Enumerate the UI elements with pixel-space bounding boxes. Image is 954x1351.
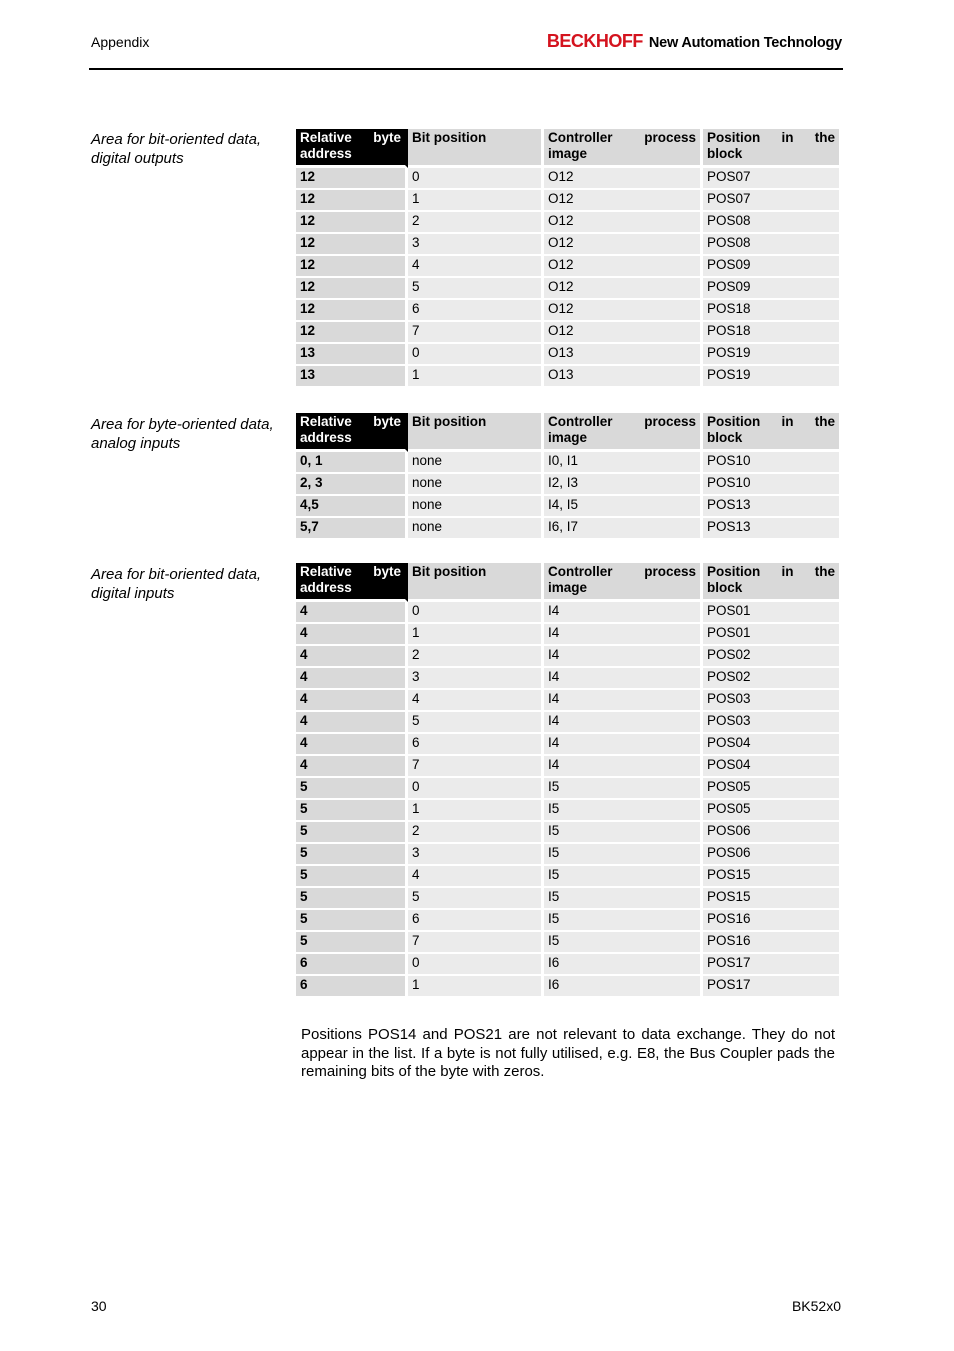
cell-byte-address: 4	[296, 646, 408, 668]
table-row	[296, 668, 839, 690]
cell-process-image: I4	[544, 756, 703, 778]
cell-byte-address: 12	[296, 234, 408, 256]
cell-byte-address: 5	[296, 910, 408, 932]
cell-block-position: POS05	[703, 800, 839, 822]
header-position-in-block	[703, 413, 839, 452]
header-bit-position: Bit position	[408, 563, 544, 602]
cell-byte-address: 12	[296, 278, 408, 300]
cell-bit-position: 1	[408, 624, 544, 646]
cell-process-image: I0, I1	[544, 452, 703, 474]
header-controller-process-image	[544, 413, 703, 452]
cell-block-position: POS18	[703, 322, 839, 344]
header-position-in-block	[703, 563, 839, 602]
cell-process-image: I5	[544, 822, 703, 844]
header-word: address	[300, 430, 352, 445]
cell-block-position: POS03	[703, 712, 839, 734]
header-word: byte	[373, 130, 401, 145]
header-word: byte	[373, 414, 401, 429]
cell-process-image: O12	[544, 278, 703, 300]
brand-tagline: New Automation Technology	[648, 35, 842, 51]
header-word: the	[814, 564, 835, 579]
cell-process-image: I4, I5	[544, 496, 703, 518]
cell-byte-address: 6	[296, 954, 408, 976]
cell-byte-address: 13	[296, 344, 408, 366]
cell-bit-position: 3	[408, 844, 544, 866]
cell-bit-position: 6	[408, 300, 544, 322]
cell-bit-position: 0	[408, 344, 544, 366]
cell-byte-address: 4	[296, 756, 408, 778]
table-row	[296, 712, 839, 734]
cell-block-position: POS01	[703, 624, 839, 646]
cell-process-image: I5	[544, 866, 703, 888]
table-analog-inputs	[296, 413, 839, 540]
cell-bit-position: 1	[408, 366, 544, 388]
cell-bit-position: 0	[408, 954, 544, 976]
cell-process-image: O13	[544, 366, 703, 388]
header-word: Relative	[300, 564, 352, 579]
cell-byte-address: 4	[296, 602, 408, 624]
cell-byte-address: 6	[296, 976, 408, 998]
table-row	[296, 474, 839, 496]
table-row	[296, 300, 839, 322]
header-word: Position	[707, 130, 761, 145]
table-header-row	[296, 413, 839, 452]
header-section-title: Appendix	[91, 34, 150, 50]
header-word: Controller	[548, 564, 613, 579]
header-word: image	[548, 580, 588, 595]
cell-byte-address: 4	[296, 624, 408, 646]
cell-bit-position: 1	[408, 800, 544, 822]
cell-bit-position: 0	[408, 778, 544, 800]
cell-bit-position: none	[408, 474, 544, 496]
header-word: byte	[373, 564, 401, 579]
cell-block-position: POS10	[703, 474, 839, 496]
cell-block-position: POS01	[703, 602, 839, 624]
cell-block-position: POS06	[703, 822, 839, 844]
cell-block-position: POS09	[703, 256, 839, 278]
header-controller-process-image	[544, 129, 703, 168]
cell-process-image: O12	[544, 168, 703, 190]
cell-block-position: POS19	[703, 344, 839, 366]
cell-byte-address: 12	[296, 322, 408, 344]
header-word: Position	[707, 414, 761, 429]
cell-block-position: POS18	[703, 300, 839, 322]
section-label-analog-inputs: Area for byte-oriented data, analog inputs	[91, 416, 274, 452]
header-relative-byte-address	[296, 129, 408, 168]
cell-process-image: I2, I3	[544, 474, 703, 496]
cell-byte-address: 12	[296, 212, 408, 234]
table-digital-inputs	[296, 563, 839, 998]
cell-bit-position: 0	[408, 168, 544, 190]
cell-block-position: POS06	[703, 844, 839, 866]
section-label-digital-inputs: Area for bit-oriented data, digital inputs	[91, 566, 262, 602]
table-row	[296, 822, 839, 844]
header-controller-process-image	[544, 563, 703, 602]
cell-byte-address: 4	[296, 690, 408, 712]
cell-bit-position: 1	[408, 976, 544, 998]
cell-bit-position: 7	[408, 322, 544, 344]
cell-block-position: POS07	[703, 190, 839, 212]
cell-bit-position: 6	[408, 734, 544, 756]
header-word: image	[548, 146, 588, 161]
header-bit-position: Bit position	[408, 413, 544, 452]
table-row	[296, 168, 839, 190]
cell-block-position: POS16	[703, 932, 839, 954]
table-header-row	[296, 563, 839, 602]
cell-process-image: O12	[544, 256, 703, 278]
cell-bit-position: 2	[408, 212, 544, 234]
cell-process-image: I5	[544, 910, 703, 932]
header-relative-byte-address	[296, 413, 408, 452]
cell-block-position: POS03	[703, 690, 839, 712]
cell-byte-address: 12	[296, 300, 408, 322]
table-row	[296, 234, 839, 256]
note-paragraph: Positions POS14 and POS21 are not relevant to data exchange. They do not appear in the list. If a byte is not fully utilised, e.g. E8, the Bus Coupler pads the remaining bits of the byte with zeros.	[301, 1026, 835, 1080]
cell-bit-position: 4	[408, 866, 544, 888]
table-row	[296, 496, 839, 518]
cell-process-image: O12	[544, 212, 703, 234]
cell-bit-position: none	[408, 496, 544, 518]
cell-process-image: I6, I7	[544, 518, 703, 540]
cell-bit-position: 4	[408, 690, 544, 712]
table-row	[296, 322, 839, 344]
cell-block-position: POS17	[703, 976, 839, 998]
cell-byte-address: 13	[296, 366, 408, 388]
product-name: BK52x0	[791, 1298, 841, 1314]
cell-process-image: I5	[544, 800, 703, 822]
cell-block-position: POS04	[703, 756, 839, 778]
header-position-in-block	[703, 129, 839, 168]
table-row	[296, 932, 839, 954]
cell-bit-position: 3	[408, 668, 544, 690]
table-row	[296, 256, 839, 278]
header-word: image	[548, 430, 588, 445]
cell-block-position: POS17	[703, 954, 839, 976]
table-row	[296, 452, 839, 474]
cell-block-position: POS05	[703, 778, 839, 800]
table-row	[296, 844, 839, 866]
cell-byte-address: 4	[296, 734, 408, 756]
cell-bit-position: none	[408, 452, 544, 474]
cell-process-image: O13	[544, 344, 703, 366]
cell-bit-position: 5	[408, 888, 544, 910]
table-row	[296, 190, 839, 212]
table-row	[296, 910, 839, 932]
header-word: the	[814, 414, 835, 429]
header-word: address	[300, 580, 352, 595]
table-row	[296, 518, 839, 540]
cell-block-position: POS02	[703, 668, 839, 690]
cell-process-image: I5	[544, 888, 703, 910]
cell-block-position: POS10	[703, 452, 839, 474]
header-word: in	[781, 564, 794, 579]
cell-bit-position: 1	[408, 190, 544, 212]
table-row	[296, 734, 839, 756]
page-number: 30	[91, 1298, 107, 1314]
cell-process-image: I4	[544, 624, 703, 646]
table-row	[296, 888, 839, 910]
brand-logo	[547, 31, 842, 52]
cell-bit-position: 2	[408, 646, 544, 668]
cell-block-position: POS15	[703, 866, 839, 888]
cell-byte-address: 12	[296, 190, 408, 212]
cell-byte-address: 5	[296, 888, 408, 910]
cell-block-position: POS08	[703, 212, 839, 234]
cell-byte-address: 0, 1	[296, 452, 408, 474]
cell-process-image: I5	[544, 844, 703, 866]
header-word: Controller	[548, 414, 613, 429]
header-word: address	[300, 146, 352, 161]
cell-process-image: I4	[544, 690, 703, 712]
header-word: block	[707, 580, 743, 595]
cell-process-image: I6	[544, 976, 703, 998]
cell-bit-position: 6	[408, 910, 544, 932]
cell-process-image: I5	[544, 778, 703, 800]
table-digital-outputs	[296, 129, 839, 388]
cell-process-image: O12	[544, 300, 703, 322]
cell-process-image: I4	[544, 668, 703, 690]
cell-process-image: I4	[544, 602, 703, 624]
cell-byte-address: 5,7	[296, 518, 408, 540]
cell-bit-position: 0	[408, 602, 544, 624]
cell-process-image: I6	[544, 954, 703, 976]
header-relative-byte-address	[296, 563, 408, 602]
table-row	[296, 954, 839, 976]
table-header-row	[296, 129, 839, 168]
cell-block-position: POS07	[703, 168, 839, 190]
table-row	[296, 690, 839, 712]
cell-byte-address: 5	[296, 800, 408, 822]
cell-byte-address: 4	[296, 668, 408, 690]
header-word: Relative	[300, 130, 352, 145]
cell-bit-position: 5	[408, 278, 544, 300]
cell-process-image: O12	[544, 234, 703, 256]
cell-bit-position: 3	[408, 234, 544, 256]
header-bit-position: Bit position	[408, 129, 544, 168]
cell-byte-address: 5	[296, 844, 408, 866]
table-row	[296, 278, 839, 300]
cell-process-image: O12	[544, 322, 703, 344]
cell-bit-position: 7	[408, 932, 544, 954]
cell-block-position: POS13	[703, 518, 839, 540]
header-word: process	[644, 564, 696, 579]
header-word: block	[707, 430, 743, 445]
cell-block-position: POS04	[703, 734, 839, 756]
header-divider	[89, 68, 843, 70]
cell-byte-address: 2, 3	[296, 474, 408, 496]
table-row	[296, 366, 839, 388]
cell-byte-address: 12	[296, 168, 408, 190]
cell-block-position: POS02	[703, 646, 839, 668]
cell-process-image: I5	[544, 932, 703, 954]
header-word: block	[707, 146, 743, 161]
header-word: the	[814, 130, 835, 145]
table-row	[296, 624, 839, 646]
cell-bit-position: 7	[408, 756, 544, 778]
cell-byte-address: 4,5	[296, 496, 408, 518]
table-row	[296, 212, 839, 234]
cell-block-position: POS13	[703, 496, 839, 518]
cell-byte-address: 12	[296, 256, 408, 278]
cell-byte-address: 5	[296, 822, 408, 844]
header-word: Controller	[548, 130, 613, 145]
cell-process-image: O12	[544, 190, 703, 212]
cell-bit-position: 5	[408, 712, 544, 734]
section-label-digital-outputs: Area for bit-oriented data, digital outputs	[91, 131, 262, 167]
cell-block-position: POS09	[703, 278, 839, 300]
header-word: process	[644, 414, 696, 429]
cell-bit-position: 2	[408, 822, 544, 844]
cell-block-position: POS08	[703, 234, 839, 256]
header-word: in	[781, 414, 794, 429]
cell-bit-position: none	[408, 518, 544, 540]
table-row	[296, 778, 839, 800]
table-row	[296, 602, 839, 624]
cell-block-position: POS16	[703, 910, 839, 932]
cell-block-position: POS15	[703, 888, 839, 910]
cell-byte-address: 4	[296, 712, 408, 734]
table-row	[296, 646, 839, 668]
cell-process-image: I4	[544, 734, 703, 756]
cell-bit-position: 4	[408, 256, 544, 278]
cell-byte-address: 5	[296, 778, 408, 800]
table-row	[296, 976, 839, 998]
table-row	[296, 866, 839, 888]
cell-process-image: I4	[544, 646, 703, 668]
cell-byte-address: 5	[296, 932, 408, 954]
brand-name: BECKHOFF	[546, 31, 643, 51]
cell-block-position: POS19	[703, 366, 839, 388]
header-word: Relative	[300, 414, 352, 429]
table-row	[296, 756, 839, 778]
header-word: in	[781, 130, 794, 145]
table-row	[296, 800, 839, 822]
table-row	[296, 344, 839, 366]
header-word: Position	[707, 564, 761, 579]
cell-process-image: I4	[544, 712, 703, 734]
cell-byte-address: 5	[296, 866, 408, 888]
header-word: process	[644, 130, 696, 145]
